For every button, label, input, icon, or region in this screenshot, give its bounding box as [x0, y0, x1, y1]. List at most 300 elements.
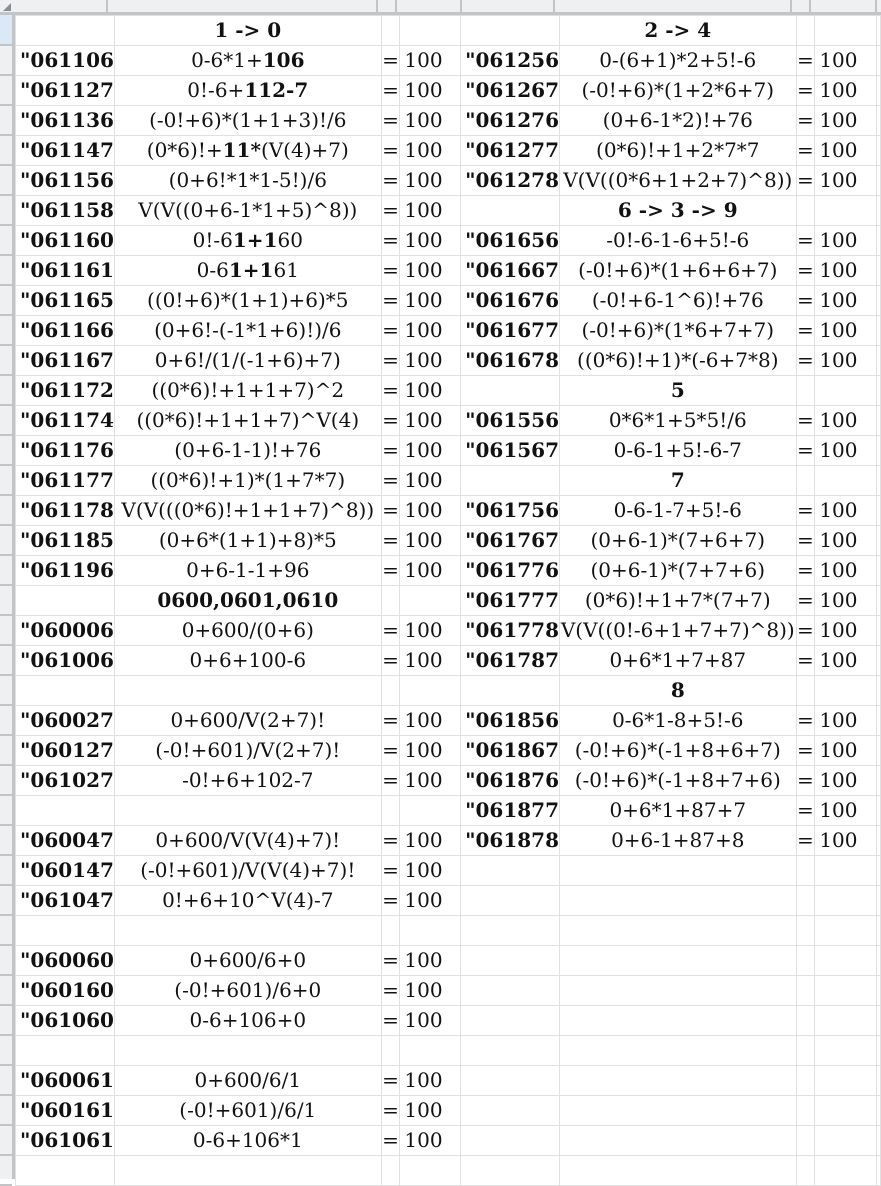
right-value-cell[interactable] [815, 196, 876, 226]
row-header-separator[interactable] [0, 1124, 12, 1126]
left-value-cell[interactable]: 100 [400, 316, 461, 346]
left-id-cell[interactable]: "061172 [16, 376, 115, 406]
left-equals-cell[interactable]: = [381, 406, 400, 436]
overflow-cell[interactable] [876, 556, 880, 586]
right-id-cell[interactable] [461, 1156, 560, 1186]
right-equals-cell[interactable]: = [796, 796, 815, 826]
left-expression-cell[interactable]: 0+600/6+0 [114, 946, 381, 976]
right-expression-cell[interactable]: 0+6*1+87+7 [559, 796, 796, 826]
right-expression-cell[interactable] [559, 1036, 796, 1066]
row-header-separator[interactable] [0, 704, 12, 706]
left-equals-cell[interactable] [381, 1156, 400, 1186]
overflow-cell[interactable] [876, 1036, 880, 1066]
left-equals-cell[interactable]: = [381, 946, 400, 976]
left-section-header[interactable]: 0600,0601,0610 [114, 586, 381, 616]
right-value-cell[interactable] [815, 16, 876, 46]
left-id-cell[interactable]: "060147 [16, 856, 115, 886]
right-id-cell[interactable]: "061787 [461, 646, 560, 676]
left-expression-cell[interactable]: (-0!+601)/6/1 [114, 1096, 381, 1126]
left-expression-cell[interactable]: 0+6-1-1+96 [114, 556, 381, 586]
left-value-cell[interactable]: 100 [400, 706, 461, 736]
column-d-e-separator[interactable] [460, 0, 462, 12]
left-value-cell[interactable]: 100 [400, 106, 461, 136]
right-value-cell[interactable]: 100 [815, 736, 876, 766]
right-expression-cell[interactable] [559, 1006, 796, 1036]
overflow-cell[interactable] [876, 196, 880, 226]
right-id-cell[interactable]: "061877 [461, 796, 560, 826]
overflow-cell[interactable] [876, 1066, 880, 1096]
right-equals-cell[interactable]: = [796, 136, 815, 166]
left-id-cell[interactable]: "061165 [16, 286, 115, 316]
overflow-cell[interactable] [876, 676, 880, 706]
overflow-cell[interactable] [876, 616, 880, 646]
left-expression-cell[interactable]: (0+6*(1+1)+8)*5 [114, 526, 381, 556]
right-value-cell[interactable]: 100 [815, 526, 876, 556]
right-equals-cell[interactable] [796, 946, 815, 976]
left-equals-cell[interactable]: = [381, 46, 400, 76]
row-header-separator[interactable] [0, 344, 12, 346]
left-equals-cell[interactable]: = [381, 766, 400, 796]
left-id-cell[interactable]: "061047 [16, 886, 115, 916]
right-value-cell[interactable]: 100 [815, 766, 876, 796]
right-equals-cell[interactable] [796, 1036, 815, 1066]
left-expression-cell[interactable]: 0+6+100-6 [114, 646, 381, 676]
overflow-cell[interactable] [876, 586, 880, 616]
right-id-cell[interactable]: "061267 [461, 76, 560, 106]
right-equals-cell[interactable]: = [796, 586, 815, 616]
right-id-cell[interactable] [461, 946, 560, 976]
left-id-cell[interactable]: "060060 [16, 946, 115, 976]
right-value-cell[interactable] [815, 1126, 876, 1156]
right-id-cell[interactable] [461, 676, 560, 706]
right-expression-cell[interactable]: V(V((0*6+1+2+7)^8)) [559, 166, 796, 196]
overflow-cell[interactable] [876, 436, 880, 466]
left-value-cell[interactable]: 100 [400, 406, 461, 436]
left-equals-cell[interactable]: = [381, 466, 400, 496]
right-equals-cell[interactable]: = [796, 76, 815, 106]
left-expression-cell[interactable]: -0!+6+102-7 [114, 766, 381, 796]
right-equals-cell[interactable]: = [796, 106, 815, 136]
left-id-cell[interactable]: "060027 [16, 706, 115, 736]
right-value-cell[interactable]: 100 [815, 436, 876, 466]
left-id-cell[interactable]: "061156 [16, 166, 115, 196]
right-equals-cell[interactable]: = [796, 526, 815, 556]
left-id-cell[interactable]: "060127 [16, 736, 115, 766]
right-equals-cell[interactable] [796, 1156, 815, 1186]
left-expression-cell[interactable]: (-0!+601)/6+0 [114, 976, 381, 1006]
right-equals-cell[interactable]: = [796, 286, 815, 316]
left-id-cell[interactable]: "061176 [16, 436, 115, 466]
left-id-cell[interactable]: "061166 [16, 316, 115, 346]
left-equals-cell[interactable]: = [381, 1066, 400, 1096]
right-expression-cell[interactable]: ((0*6)!+1)*(-6+7*8) [559, 346, 796, 376]
right-equals-cell[interactable] [796, 916, 815, 946]
select-all-corner[interactable] [0, 0, 12, 12]
right-value-cell[interactable]: 100 [815, 706, 876, 736]
right-equals-cell[interactable]: = [796, 226, 815, 256]
right-value-cell[interactable] [815, 676, 876, 706]
right-value-cell[interactable]: 100 [815, 346, 876, 376]
right-expression-cell[interactable] [559, 856, 796, 886]
right-equals-cell[interactable] [796, 856, 815, 886]
right-id-cell[interactable] [461, 1126, 560, 1156]
right-id-cell[interactable]: "061856 [461, 706, 560, 736]
right-expression-cell[interactable]: -0!-6-1-6+5!-6 [559, 226, 796, 256]
overflow-cell[interactable] [876, 106, 880, 136]
right-value-cell[interactable]: 100 [815, 586, 876, 616]
right-id-cell[interactable]: "061777 [461, 586, 560, 616]
overflow-cell[interactable] [876, 376, 880, 406]
row-header-separator[interactable] [0, 644, 12, 646]
left-value-cell[interactable] [400, 916, 461, 946]
right-value-cell[interactable]: 100 [815, 166, 876, 196]
right-equals-cell[interactable]: = [796, 826, 815, 856]
row-header-separator[interactable] [0, 824, 12, 826]
left-value-cell[interactable]: 100 [400, 766, 461, 796]
right-equals-cell[interactable]: = [796, 736, 815, 766]
left-value-cell[interactable]: 100 [400, 526, 461, 556]
left-equals-cell[interactable]: = [381, 646, 400, 676]
right-id-cell[interactable]: "061678 [461, 346, 560, 376]
right-expression-cell[interactable]: 0-6*1-8+5!-6 [559, 706, 796, 736]
right-id-cell[interactable]: "061656 [461, 226, 560, 256]
left-equals-cell[interactable] [381, 676, 400, 706]
right-expression-cell[interactable]: 0*6*1+5*5!/6 [559, 406, 796, 436]
left-id-cell[interactable]: "061060 [16, 1006, 115, 1036]
left-value-cell[interactable]: 100 [400, 256, 461, 286]
left-value-cell[interactable]: 100 [400, 1126, 461, 1156]
left-expression-cell[interactable]: ((0!+6)*(1+1)+6)*5 [114, 286, 381, 316]
row-header-separator[interactable] [0, 374, 12, 376]
left-id-cell[interactable]: "060006 [16, 616, 115, 646]
left-value-cell[interactable]: 100 [400, 136, 461, 166]
left-equals-cell[interactable]: = [381, 1006, 400, 1036]
row-header-separator[interactable] [0, 44, 12, 46]
right-equals-cell[interactable] [796, 1066, 815, 1096]
row-header-separator[interactable] [0, 794, 12, 796]
row-header-separator[interactable] [0, 434, 12, 436]
overflow-cell[interactable] [876, 826, 880, 856]
right-equals-cell[interactable]: = [796, 706, 815, 736]
left-value-cell[interactable] [400, 586, 461, 616]
left-id-cell[interactable]: "060161 [16, 1096, 115, 1126]
left-value-cell[interactable]: 100 [400, 886, 461, 916]
right-value-cell[interactable]: 100 [815, 646, 876, 676]
left-expression-cell[interactable] [114, 1156, 381, 1186]
column-h-i-separator[interactable] [875, 0, 877, 12]
right-equals-cell[interactable] [796, 466, 815, 496]
row-header-separator[interactable] [0, 524, 12, 526]
left-expression-cell[interactable]: V(V(((0*6)!+1+1+7)^8)) [114, 496, 381, 526]
right-value-cell[interactable]: 100 [815, 826, 876, 856]
row-header-separator[interactable] [0, 284, 12, 286]
left-equals-cell[interactable]: = [381, 826, 400, 856]
left-equals-cell[interactable]: = [381, 556, 400, 586]
left-id-cell[interactable]: "061161 [16, 256, 115, 286]
right-expression-cell[interactable]: (-0!+6)*(-1+8+6+7) [559, 736, 796, 766]
right-equals-cell[interactable] [796, 1006, 815, 1036]
left-value-cell[interactable]: 100 [400, 286, 461, 316]
overflow-cell[interactable] [876, 346, 880, 376]
overflow-cell[interactable] [876, 76, 880, 106]
left-equals-cell[interactable]: = [381, 256, 400, 286]
left-value-cell[interactable]: 100 [400, 616, 461, 646]
right-equals-cell[interactable] [796, 376, 815, 406]
spreadsheet-grid[interactable] [15, 15, 881, 1186]
row-header-separator[interactable] [0, 314, 12, 316]
overflow-cell[interactable] [876, 1006, 880, 1036]
right-value-cell[interactable]: 100 [815, 616, 876, 646]
left-expression-cell[interactable]: 0+600/(0+6) [114, 616, 381, 646]
right-expression-cell[interactable] [559, 916, 796, 946]
left-id-cell[interactable] [16, 586, 115, 616]
left-expression-cell[interactable]: (-0!+6)*(1+1+3)!/6 [114, 106, 381, 136]
left-expression-cell[interactable] [114, 136, 381, 166]
overflow-cell[interactable] [876, 916, 880, 946]
row-header-separator[interactable] [0, 194, 12, 196]
left-equals-cell[interactable]: = [381, 736, 400, 766]
right-id-cell[interactable] [461, 976, 560, 1006]
left-expression-cell[interactable]: V(V((0+6-1*1+5)^8)) [114, 196, 381, 226]
right-equals-cell[interactable]: = [796, 646, 815, 676]
overflow-cell[interactable] [876, 766, 880, 796]
left-value-cell[interactable]: 100 [400, 1096, 461, 1126]
right-expression-cell[interactable]: 0-6-1+5!-6-7 [559, 436, 796, 466]
left-value-cell[interactable]: 100 [400, 1006, 461, 1036]
left-equals-cell[interactable]: = [381, 496, 400, 526]
right-expression-cell[interactable]: (-0!+6)*(1+2*6+7) [559, 76, 796, 106]
row-header-separator[interactable] [0, 134, 12, 136]
right-expression-cell[interactable]: 0+6-1+87+8 [559, 826, 796, 856]
right-value-cell[interactable] [815, 856, 876, 886]
left-equals-cell[interactable]: = [381, 526, 400, 556]
left-expression-cell[interactable] [114, 76, 381, 106]
left-value-cell[interactable] [400, 796, 461, 826]
right-expression-cell[interactable]: (0*6)!+1+7*(7+7) [559, 586, 796, 616]
left-equals-cell[interactable]: = [381, 286, 400, 316]
left-id-cell[interactable] [16, 796, 115, 826]
left-id-cell[interactable]: "061178 [16, 496, 115, 526]
right-value-cell[interactable]: 100 [815, 796, 876, 826]
left-value-cell[interactable]: 100 [400, 556, 461, 586]
right-value-cell[interactable] [815, 1066, 876, 1096]
overflow-cell[interactable] [876, 166, 880, 196]
right-id-cell[interactable] [461, 916, 560, 946]
overflow-cell[interactable] [876, 1156, 880, 1186]
left-expression-cell[interactable]: (0+6-1-1)!+76 [114, 436, 381, 466]
left-id-cell[interactable]: "061027 [16, 766, 115, 796]
row-header-separator[interactable] [0, 74, 12, 76]
left-id-cell[interactable] [16, 16, 115, 46]
right-equals-cell[interactable]: = [796, 436, 815, 466]
left-expression-cell[interactable]: ((0*6)!+1)*(1+7*7) [114, 466, 381, 496]
right-value-cell[interactable]: 100 [815, 316, 876, 346]
right-id-cell[interactable] [461, 466, 560, 496]
column-a-b-separator[interactable] [106, 0, 108, 12]
right-value-cell[interactable]: 100 [815, 76, 876, 106]
right-value-cell[interactable]: 100 [815, 256, 876, 286]
left-id-cell[interactable]: "061177 [16, 466, 115, 496]
right-value-cell[interactable] [815, 1096, 876, 1126]
left-value-cell[interactable] [400, 1156, 461, 1186]
row-header-separator[interactable] [0, 404, 12, 406]
row-header-separator[interactable] [0, 104, 12, 106]
right-id-cell[interactable]: "061677 [461, 316, 560, 346]
overflow-cell[interactable] [876, 526, 880, 556]
overflow-cell[interactable] [876, 646, 880, 676]
left-equals-cell[interactable] [381, 16, 400, 46]
left-section-header[interactable]: 1 -> 0 [114, 16, 381, 46]
right-section-header[interactable]: 7 [559, 466, 796, 496]
left-id-cell[interactable]: "060047 [16, 826, 115, 856]
row-header-separator[interactable] [0, 614, 12, 616]
overflow-cell[interactable] [876, 706, 880, 736]
left-equals-cell[interactable]: = [381, 106, 400, 136]
left-id-cell[interactable]: "061196 [16, 556, 115, 586]
row-header-separator[interactable] [0, 1034, 12, 1036]
left-id-cell[interactable]: "061160 [16, 226, 115, 256]
left-expression-cell[interactable]: (0+6!*1*1-5!)/6 [114, 166, 381, 196]
right-id-cell[interactable]: "061676 [461, 286, 560, 316]
right-equals-cell[interactable]: = [796, 316, 815, 346]
left-id-cell[interactable] [16, 1036, 115, 1066]
left-equals-cell[interactable]: = [381, 1126, 400, 1156]
left-id-cell[interactable] [16, 1156, 115, 1186]
right-expression-cell[interactable]: (0+6-1)*(7+6+7) [559, 526, 796, 556]
left-id-cell[interactable] [16, 676, 115, 706]
overflow-cell[interactable] [876, 976, 880, 1006]
left-equals-cell[interactable]: = [381, 76, 400, 106]
left-equals-cell[interactable]: = [381, 316, 400, 346]
overflow-cell[interactable] [876, 496, 880, 526]
left-equals-cell[interactable]: = [381, 436, 400, 466]
left-id-cell[interactable]: "061147 [16, 136, 115, 166]
left-equals-cell[interactable] [381, 586, 400, 616]
right-id-cell[interactable] [461, 1066, 560, 1096]
left-expression-cell[interactable]: ((0*6)!+1+1+7)^V(4) [114, 406, 381, 436]
overflow-cell[interactable] [876, 466, 880, 496]
right-expression-cell[interactable]: (-0!+6)*(-1+8+7+6) [559, 766, 796, 796]
right-expression-cell[interactable]: (-0!+6-1^6)!+76 [559, 286, 796, 316]
right-value-cell[interactable]: 100 [815, 406, 876, 436]
row-header-separator[interactable] [0, 944, 12, 946]
left-equals-cell[interactable]: = [381, 346, 400, 376]
overflow-cell[interactable] [876, 286, 880, 316]
right-equals-cell[interactable] [796, 196, 815, 226]
left-expression-cell[interactable]: 0+600/V(V(4)+7)! [114, 826, 381, 856]
left-value-cell[interactable]: 100 [400, 496, 461, 526]
column-e-f-separator[interactable] [553, 0, 555, 12]
right-equals-cell[interactable]: = [796, 346, 815, 376]
right-id-cell[interactable]: "061776 [461, 556, 560, 586]
right-expression-cell[interactable] [559, 1156, 796, 1186]
right-value-cell[interactable] [815, 466, 876, 496]
row-header-separator[interactable] [0, 734, 12, 736]
row-header-separator[interactable] [0, 1154, 12, 1156]
overflow-cell[interactable] [876, 136, 880, 166]
row-header-separator[interactable] [0, 164, 12, 166]
left-id-cell[interactable]: "061136 [16, 106, 115, 136]
left-expression-cell[interactable] [114, 1036, 381, 1066]
left-equals-cell[interactable]: = [381, 166, 400, 196]
right-expression-cell[interactable]: (0+6-1)*(7+7+6) [559, 556, 796, 586]
right-section-header[interactable]: 6 -> 3 -> 9 [559, 196, 796, 226]
left-value-cell[interactable] [400, 1036, 461, 1066]
left-id-cell[interactable]: "061106 [16, 46, 115, 76]
right-value-cell[interactable]: 100 [815, 136, 876, 166]
right-value-cell[interactable]: 100 [815, 556, 876, 586]
right-expression-cell[interactable] [559, 886, 796, 916]
left-value-cell[interactable]: 100 [400, 226, 461, 256]
left-expression-cell[interactable]: 0-6+106*1 [114, 1126, 381, 1156]
overflow-cell[interactable] [876, 16, 880, 46]
left-value-cell[interactable]: 100 [400, 166, 461, 196]
right-expression-cell[interactable]: (-0!+6)*(1+6+6+7) [559, 256, 796, 286]
column-b-c-separator[interactable] [376, 0, 378, 12]
left-value-cell[interactable]: 100 [400, 76, 461, 106]
left-value-cell[interactable] [400, 676, 461, 706]
left-equals-cell[interactable]: = [381, 226, 400, 256]
right-value-cell[interactable]: 100 [815, 106, 876, 136]
left-id-cell[interactable]: "061127 [16, 76, 115, 106]
left-equals-cell[interactable]: = [381, 886, 400, 916]
left-expression-cell[interactable]: 0+6!/(1/(-1+6)+7) [114, 346, 381, 376]
right-expression-cell[interactable] [559, 1066, 796, 1096]
right-equals-cell[interactable] [796, 676, 815, 706]
left-value-cell[interactable]: 100 [400, 646, 461, 676]
left-value-cell[interactable]: 100 [400, 196, 461, 226]
right-expression-cell[interactable]: 0+6*1+7+87 [559, 646, 796, 676]
right-value-cell[interactable]: 100 [815, 226, 876, 256]
left-id-cell[interactable]: "060061 [16, 1066, 115, 1096]
left-id-cell[interactable]: "060160 [16, 976, 115, 1006]
left-value-cell[interactable]: 100 [400, 376, 461, 406]
right-expression-cell[interactable]: 0-(6+1)*2+5!-6 [559, 46, 796, 76]
right-section-header[interactable]: 5 [559, 376, 796, 406]
left-equals-cell[interactable]: = [381, 136, 400, 166]
right-equals-cell[interactable]: = [796, 556, 815, 586]
right-expression-cell[interactable]: 0-6-1-7+5!-6 [559, 496, 796, 526]
right-value-cell[interactable] [815, 1006, 876, 1036]
left-equals-cell[interactable] [381, 916, 400, 946]
left-expression-cell[interactable] [114, 256, 381, 286]
left-equals-cell[interactable]: = [381, 706, 400, 736]
left-expression-cell[interactable]: 0+600/V(2+7)! [114, 706, 381, 736]
left-value-cell[interactable]: 100 [400, 1066, 461, 1096]
row-header-separator[interactable] [0, 854, 12, 856]
right-expression-cell[interactable]: (0*6)!+1+2*7*7 [559, 136, 796, 166]
left-expression-cell[interactable] [114, 676, 381, 706]
left-expression-cell[interactable] [114, 226, 381, 256]
row-header-separator[interactable] [0, 974, 12, 976]
right-equals-cell[interactable] [796, 16, 815, 46]
column-g-h-separator[interactable] [809, 0, 811, 12]
overflow-cell[interactable] [876, 256, 880, 286]
row-header-separator[interactable] [0, 674, 12, 676]
right-id-cell[interactable]: "061667 [461, 256, 560, 286]
left-expression-cell[interactable]: (0+6!-(-1*1+6)!)/6 [114, 316, 381, 346]
left-equals-cell[interactable]: = [381, 856, 400, 886]
right-equals-cell[interactable]: = [796, 616, 815, 646]
right-id-cell[interactable] [461, 1006, 560, 1036]
left-expression-cell[interactable] [114, 796, 381, 826]
row-header-separator[interactable] [0, 584, 12, 586]
left-value-cell[interactable]: 100 [400, 946, 461, 976]
right-value-cell[interactable]: 100 [815, 46, 876, 76]
overflow-cell[interactable] [876, 1126, 880, 1156]
right-value-cell[interactable]: 100 [815, 496, 876, 526]
overflow-cell[interactable] [876, 406, 880, 436]
